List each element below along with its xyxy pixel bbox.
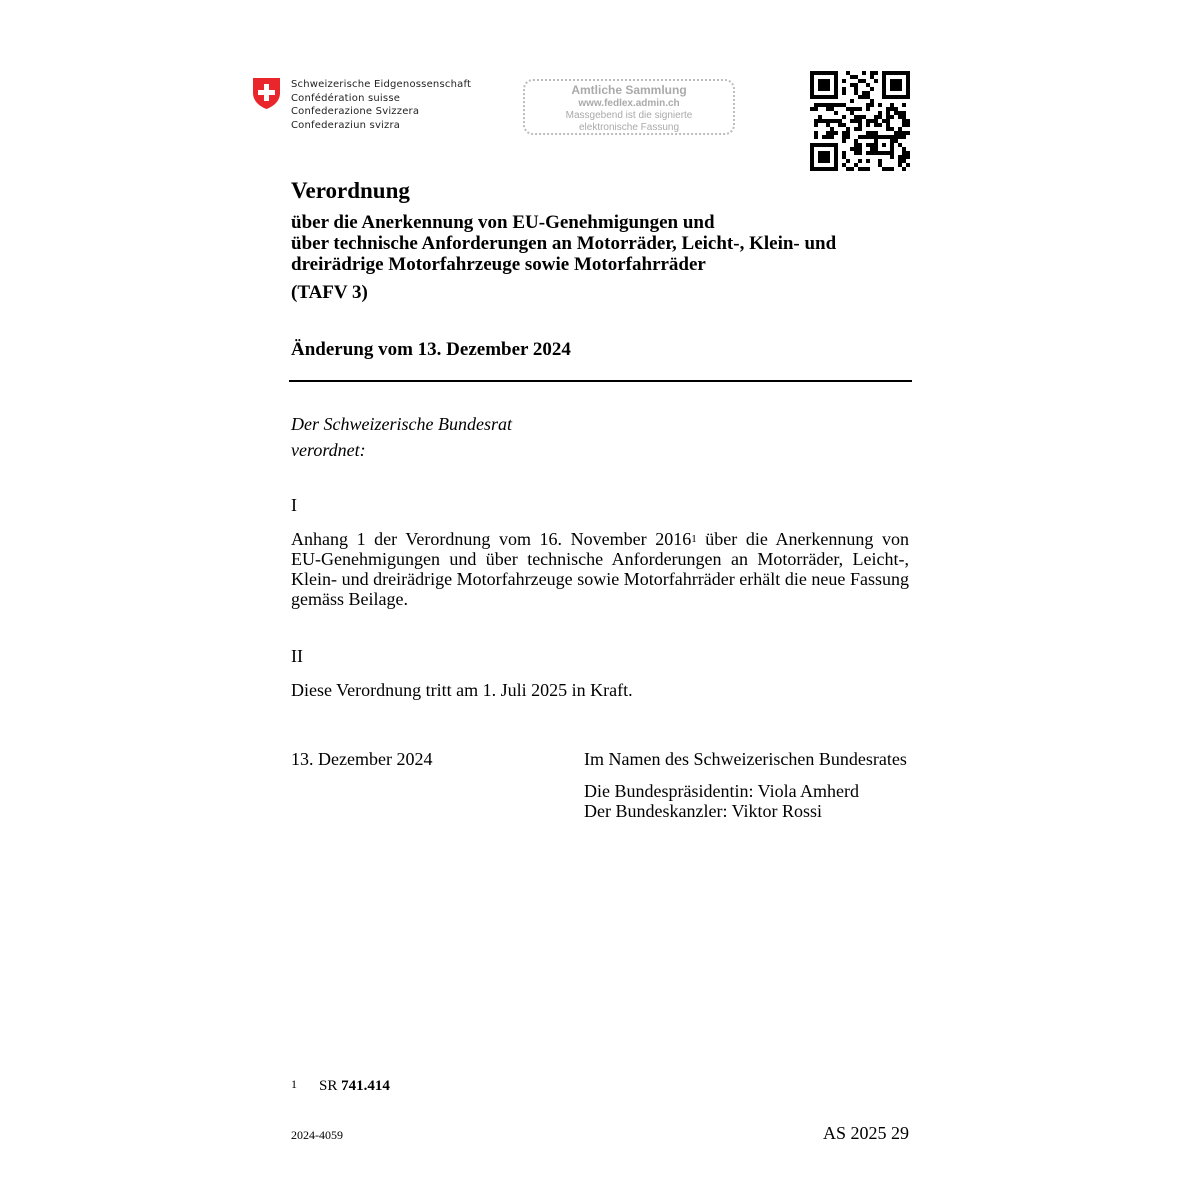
qr-code-icon [810, 71, 910, 171]
org-line: Confederazione Svizzera [291, 106, 420, 117]
signatory-president: Die Bundespräsidentin: Viola Amherd [584, 781, 860, 801]
stamp-url: www.fedlex.admin.ch [578, 98, 680, 109]
signature-date: 13. Dezember 2024 [291, 749, 433, 769]
subtitle-line: über technische Anforderungen an Motorräder, Leicht-, Klein- und [291, 233, 837, 254]
text-segment: Anhang 1 der Verordnung vom 16. November 2016 [291, 529, 692, 549]
text-line [291, 529, 909, 549]
amendment-date-heading: Änderung vom 13. Dezember 2024 [291, 339, 571, 360]
org-line: Schweizerische Eidgenossenschaft [291, 79, 472, 90]
organization-name [291, 78, 471, 132]
text-line: EU-Genehmigungen und über technische Anforderungen an Motorräder, Leicht-, [291, 549, 909, 569]
text-line: Klein- und dreirädrige Motorfahrzeuge sowie Motorfahrräder erhält die neue Fassung [291, 569, 909, 589]
preamble-authority: Der Schweizerische Bundesrat [291, 414, 512, 434]
section-heading-2: II [291, 646, 303, 666]
footnote-number: 1 [291, 1077, 297, 1091]
signature-on-behalf: Im Namen des Schweizerischen Bundesrates [584, 749, 907, 769]
section-2-text: Diese Verordnung tritt am 1. Juli 2025 in Kraft. [291, 680, 633, 700]
text-segment: über die Anerkennung von [696, 529, 909, 549]
footnote [291, 1078, 390, 1095]
org-line: Confédération suisse [291, 92, 401, 104]
document-subtitle [291, 212, 931, 275]
footnote-prefix: SR [319, 1078, 342, 1094]
document-title: Verordnung [291, 178, 410, 203]
official-collection-stamp [523, 79, 735, 135]
document-abbreviation: (TAFV 3) [291, 282, 368, 303]
text-line: gemäss Beilage. [291, 589, 408, 609]
official-collection-reference: AS 2025 29 [822, 1123, 909, 1143]
subtitle-line: dreirädrige Motorfahrzeuge sowie Motorfahrräder [291, 254, 706, 275]
subtitle-line: über die Anerkennung von EU-Genehmigungen und [291, 212, 715, 233]
signatories [584, 781, 859, 821]
signatory-chancellor: Der Bundeskanzler: Viktor Rossi [584, 801, 823, 821]
stamp-note: elektronische Fassung [578, 122, 680, 133]
document-number: 2024-4059 [291, 1128, 343, 1142]
footnote-reference[interactable]: 1 [691, 533, 697, 545]
section-1-text [291, 529, 909, 609]
swiss-emblem-icon [252, 77, 281, 110]
preamble-verb: verordnet: [291, 440, 366, 460]
footnote-sr-link[interactable]: 741.414 [341, 1078, 390, 1094]
preamble [291, 411, 512, 463]
stamp-title: Amtliche Sammlung [571, 83, 687, 97]
section-heading-1: I [291, 495, 297, 515]
stamp-note: Massgebend ist die signierte [565, 110, 693, 121]
org-line: Confederaziun svizra [291, 119, 401, 131]
divider [289, 380, 912, 382]
